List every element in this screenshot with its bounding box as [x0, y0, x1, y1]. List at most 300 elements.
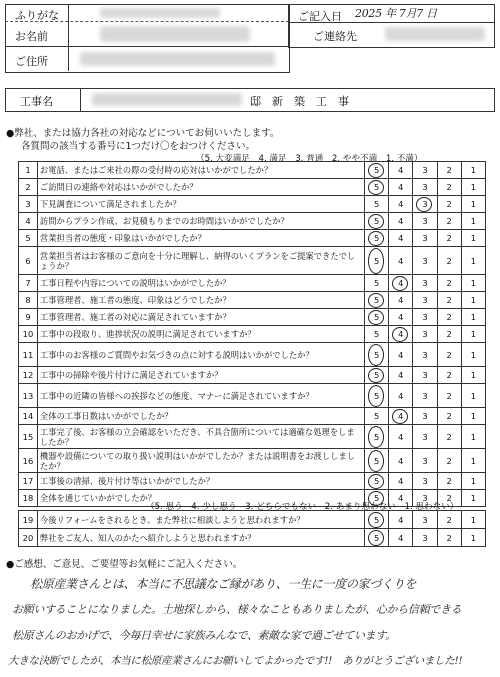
rating-option-label: 4 — [398, 455, 404, 466]
question-text: 工事中の掃除や後片付けに満足されていますか？ — [37, 367, 364, 384]
rating-option-3[interactable] — [413, 162, 437, 179]
rating-option-4[interactable] — [389, 213, 413, 230]
rating-option-1[interactable] — [461, 213, 485, 230]
rating-option-label: 1 — [470, 329, 477, 339]
rating-option-1[interactable] — [461, 230, 485, 247]
redacted-name — [100, 26, 250, 42]
header-divider — [5, 46, 289, 47]
selected-circle-mark — [368, 426, 384, 448]
contact-label: ご連絡先 — [313, 30, 357, 43]
rating-option-3[interactable] — [413, 408, 437, 425]
rating-option-label: 1 — [470, 199, 477, 209]
rating-option-label: 5 — [373, 476, 380, 486]
rating-option-4[interactable] — [389, 196, 413, 213]
rating-option-1[interactable] — [461, 343, 485, 367]
rating-option-5[interactable] — [365, 326, 389, 343]
intro-line-2: 各質問の該当する番号に1つだけ〇をおつけください。 — [21, 141, 255, 152]
rating-option-4[interactable] — [389, 309, 413, 326]
question-number: 5 — [19, 230, 38, 247]
header-label-divider — [68, 4, 69, 71]
rating-option-1[interactable] — [461, 247, 485, 275]
question-row — [19, 247, 486, 275]
rating-option-label: 2 — [446, 370, 452, 380]
question-text: 工事日程や内容についての説明はいかがでしたか？ — [37, 275, 364, 292]
rating-option-label: 4 — [398, 532, 404, 543]
rating-option-label: 4 — [398, 233, 404, 243]
rating-option-2[interactable] — [437, 275, 461, 292]
question-number: 11 — [19, 343, 38, 367]
rating-option-label: 3 — [422, 312, 428, 322]
question-row — [19, 309, 486, 326]
selected-circle-mark — [368, 293, 384, 308]
comment-label: ●ご感想、ご意見、ご要望等お気軽にご記入ください。 — [6, 559, 243, 570]
question-row — [19, 384, 486, 408]
question-number: 2 — [19, 179, 38, 196]
rating-option-label: 2 — [446, 295, 452, 305]
entry-date-label: ご記入日 — [298, 10, 342, 23]
rating-option-3[interactable] — [413, 179, 437, 196]
rating-option-label: 2 — [446, 329, 452, 339]
rating-option-label: 2 — [446, 532, 452, 543]
rating-option-label: 3 — [422, 199, 428, 209]
rating-option-4[interactable] — [389, 511, 413, 529]
rating-option-2[interactable] — [437, 309, 461, 326]
rating-option-1[interactable] — [461, 162, 485, 179]
rating-option-label: 2 — [446, 255, 452, 266]
selected-circle-mark — [368, 180, 384, 195]
rating-option-label: 1 — [470, 255, 477, 266]
rating-option-3[interactable] — [413, 247, 437, 275]
rating-option-1[interactable] — [461, 384, 485, 408]
rating-option-5[interactable] — [365, 511, 389, 529]
rating-option-5[interactable] — [365, 230, 389, 247]
rating-option-4[interactable] — [389, 179, 413, 196]
rating-option-label: 4 — [398, 349, 404, 360]
question-row — [19, 473, 486, 490]
rating-option-label: 5 — [373, 233, 380, 243]
selected-circle-mark — [368, 248, 384, 274]
rating-option-4[interactable] — [389, 343, 413, 367]
question-text: 機器や設備についての取り扱い説明はいかがでしたか？または説明書をお渡ししましたか？ — [37, 449, 364, 473]
question-number: 19 — [19, 511, 38, 529]
question-text: 営業担当者の態度・印象はいかがでしたか？ — [37, 230, 364, 247]
question-row — [19, 292, 486, 309]
question-table-1 — [18, 161, 486, 507]
rating-option-2[interactable] — [437, 384, 461, 408]
rating-option-label: 5 — [373, 312, 380, 322]
rating-option-label: 3 — [422, 493, 428, 503]
rating-option-1[interactable] — [461, 408, 485, 425]
rating-option-1[interactable] — [461, 511, 485, 529]
rating-option-1[interactable] — [461, 529, 485, 547]
question-number: 20 — [19, 529, 38, 547]
rating-option-label: 2 — [446, 312, 452, 322]
rating-option-label: 4 — [398, 312, 404, 322]
rating-option-2[interactable] — [437, 213, 461, 230]
rating-option-5[interactable] — [365, 247, 389, 275]
rating-option-5[interactable] — [365, 473, 389, 490]
rating-option-label: 2 — [446, 431, 452, 442]
question-number: 9 — [19, 309, 38, 326]
rating-option-5[interactable] — [365, 292, 389, 309]
question-row — [19, 196, 486, 213]
rating-option-label: 1 — [470, 349, 477, 360]
comment-line-4: 大きな決断でしたが、本当に松原産業さんにお願いしてよかったです!! ありがとうございました!! — [8, 655, 463, 667]
rating-option-1[interactable] — [461, 449, 485, 473]
question-row — [19, 367, 486, 384]
rating-option-label: 1 — [470, 216, 477, 226]
rating-option-3[interactable] — [413, 196, 437, 213]
rating-option-2[interactable] — [437, 449, 461, 473]
rating-option-5[interactable] — [365, 275, 389, 292]
rating-option-label: 3 — [422, 182, 428, 192]
rating-option-3[interactable] — [413, 511, 437, 529]
project-label: 工事名 — [20, 95, 53, 108]
rating-option-label: 3 — [422, 349, 428, 360]
rating-option-1[interactable] — [461, 490, 485, 507]
entry-date-value: 2025 年 7月7 日 — [355, 7, 437, 20]
redacted-furigana — [100, 8, 220, 18]
question-number: 7 — [19, 275, 38, 292]
rating-option-label: 1 — [470, 455, 477, 466]
rating-option-label: 4 — [398, 199, 404, 209]
question-number: 18 — [19, 490, 38, 507]
rating-option-label: 3 — [422, 455, 428, 466]
rating-option-4[interactable] — [389, 326, 413, 343]
question-row — [19, 529, 486, 547]
rating-option-3[interactable] — [413, 343, 437, 367]
rating-option-5[interactable] — [365, 179, 389, 196]
rating-option-label: 2 — [446, 216, 452, 226]
rating-option-label: 4 — [398, 431, 404, 442]
rating-option-1[interactable] — [461, 179, 485, 196]
selected-circle-mark — [368, 474, 384, 489]
rating-option-5[interactable] — [365, 213, 389, 230]
rating-option-label: 2 — [446, 165, 452, 175]
rating-option-label: 2 — [446, 476, 452, 486]
rating-option-label: 4 — [398, 255, 404, 266]
selected-circle-mark — [368, 368, 384, 383]
question-text: ご訪問日の連絡や対応はいかがでしたか？ — [37, 179, 364, 196]
selected-circle-mark — [368, 344, 384, 366]
rating-option-1[interactable] — [461, 425, 485, 449]
question-number: 15 — [19, 425, 38, 449]
address-label: ご住所 — [15, 55, 48, 68]
rating-option-label: 3 — [422, 216, 428, 226]
rating-option-5[interactable] — [365, 425, 389, 449]
rating-option-label: 2 — [446, 411, 452, 421]
rating-scale-1: （5. 大変満足 4. 満足 3. 普通 2. やや不満 1. 不満） — [196, 154, 423, 164]
comment-line-3: 松原さんのおかげで、今毎日幸せに家族みんなで、素敵な家で過ごせています。 — [12, 629, 396, 642]
rating-option-2[interactable] — [437, 408, 461, 425]
rating-option-label: 5 — [373, 216, 380, 226]
question-text: 訪問からプラン作成、お見積もりまでのお時間はいかがでしたか？ — [37, 213, 364, 230]
question-table-2 — [18, 510, 486, 547]
rating-option-3[interactable] — [413, 213, 437, 230]
rating-option-label: 5 — [373, 370, 380, 380]
rating-option-label: 3 — [422, 233, 428, 243]
rating-option-2[interactable] — [437, 473, 461, 490]
question-text: 工事完了後、お客様の立会確認をいただき、不具合箇所については適確な処理をしましたか？ — [37, 425, 364, 449]
rating-option-label: 1 — [470, 476, 477, 486]
rating-option-3[interactable] — [413, 449, 437, 473]
rating-option-label: 5 — [373, 329, 380, 339]
rating-option-label: 4 — [398, 329, 404, 339]
rating-option-label: 3 — [422, 329, 428, 339]
selected-circle-mark — [368, 214, 384, 229]
rating-option-2[interactable] — [437, 367, 461, 384]
comment-line-1: 松原産業さんとは、本当に不思議なご縁があり、一生に一度の家づくりを — [30, 577, 417, 591]
project-suffix: 邸 新 築 工 事 — [250, 95, 349, 108]
question-number: 14 — [19, 408, 38, 425]
rating-option-4[interactable] — [389, 449, 413, 473]
rating-option-3[interactable] — [413, 275, 437, 292]
selected-circle-mark — [368, 385, 384, 407]
rating-option-3[interactable] — [413, 473, 437, 490]
rating-option-label: 5 — [373, 182, 380, 192]
rating-option-label: 4 — [398, 493, 404, 503]
rating-option-3[interactable] — [413, 384, 437, 408]
question-text: 工事中の近隣の皆様への挨拶などの態度、マナーに満足されていますか？ — [37, 384, 364, 408]
question-row — [19, 425, 486, 449]
selected-circle-mark — [416, 197, 432, 212]
intro-line-1: ●弊社、または協力各社の対応などについてお伺いいたします。 — [6, 128, 280, 139]
question-row — [19, 408, 486, 425]
rating-option-label: 4 — [398, 295, 404, 305]
rating-option-5[interactable] — [365, 408, 389, 425]
rating-option-4[interactable] — [389, 275, 413, 292]
rating-option-label: 5 — [373, 199, 380, 209]
rating-option-5[interactable] — [365, 529, 389, 547]
question-number: 4 — [19, 213, 38, 230]
rating-option-5[interactable] — [365, 384, 389, 408]
rating-option-label: 3 — [422, 476, 428, 486]
rating-option-label: 3 — [422, 295, 428, 305]
rating-option-2[interactable] — [437, 529, 461, 547]
rating-option-label: 3 — [422, 514, 428, 525]
rating-option-label: 3 — [422, 278, 428, 288]
rating-option-label: 5 — [373, 295, 380, 305]
rating-option-label: 1 — [470, 295, 477, 305]
rating-option-3[interactable] — [413, 367, 437, 384]
rating-option-4[interactable] — [389, 425, 413, 449]
rating-option-label: 5 — [373, 255, 380, 266]
rating-option-4[interactable] — [389, 162, 413, 179]
redacted-project-name — [92, 93, 242, 106]
rating-option-label: 3 — [422, 255, 428, 266]
question-number: 6 — [19, 247, 38, 275]
rating-option-1[interactable] — [461, 275, 485, 292]
question-text: 工事管理者、施工者の態度、印象はどうでしたか？ — [37, 292, 364, 309]
selected-circle-mark — [368, 231, 384, 246]
rating-option-2[interactable] — [437, 511, 461, 529]
rating-option-label: 1 — [470, 278, 477, 288]
rating-option-label: 3 — [422, 370, 428, 380]
rating-option-2[interactable] — [437, 179, 461, 196]
rating-option-1[interactable] — [461, 326, 485, 343]
question-row — [19, 162, 486, 179]
rating-option-label: 4 — [398, 182, 404, 192]
question-row — [19, 230, 486, 247]
rating-option-label: 1 — [470, 182, 477, 192]
rating-option-label: 5 — [373, 349, 380, 360]
selected-circle-mark — [368, 530, 384, 546]
rating-option-label: 4 — [398, 278, 404, 288]
redacted-contact — [385, 27, 485, 41]
rating-option-label: 4 — [398, 165, 404, 175]
question-text: 下見調査について満足されましたか？ — [37, 196, 364, 213]
rating-option-2[interactable] — [437, 230, 461, 247]
rating-option-label: 4 — [398, 476, 404, 486]
question-text: 今後リフォームをされるとき、また弊社に相談しようと思われますか？ — [37, 511, 364, 529]
question-row — [19, 343, 486, 367]
rating-option-label: 2 — [446, 182, 452, 192]
rating-option-label: 1 — [470, 411, 477, 421]
selected-circle-mark — [392, 409, 408, 424]
rating-option-2[interactable] — [437, 425, 461, 449]
rating-option-4[interactable] — [389, 473, 413, 490]
rating-option-label: 5 — [373, 431, 380, 442]
rating-option-label: 1 — [470, 431, 477, 442]
rating-option-label: 1 — [470, 165, 477, 175]
rating-option-label: 1 — [470, 532, 477, 543]
selected-circle-mark — [368, 450, 384, 472]
rating-option-label: 3 — [422, 165, 428, 175]
question-number: 3 — [19, 196, 38, 213]
rating-option-label: 2 — [446, 233, 452, 243]
rating-option-3[interactable] — [413, 292, 437, 309]
redacted-address — [80, 52, 275, 66]
rating-option-label: 5 — [373, 390, 380, 401]
project-divider — [80, 88, 81, 111]
question-row — [19, 179, 486, 196]
name-label: お名前 — [15, 30, 48, 43]
rating-option-label: 2 — [446, 278, 452, 288]
rating-option-4[interactable] — [389, 408, 413, 425]
rating-option-label: 2 — [446, 514, 452, 525]
rating-option-label: 4 — [398, 390, 404, 401]
rating-option-label: 1 — [470, 514, 477, 525]
rating-option-label: 5 — [373, 532, 380, 543]
rating-option-1[interactable] — [461, 309, 485, 326]
rating-option-label: 5 — [373, 514, 380, 525]
rating-option-3[interactable] — [413, 326, 437, 343]
question-number: 8 — [19, 292, 38, 309]
question-row — [19, 449, 486, 473]
rating-option-4[interactable] — [389, 529, 413, 547]
rating-option-label: 3 — [422, 390, 428, 401]
rating-option-2[interactable] — [437, 343, 461, 367]
question-number: 12 — [19, 367, 38, 384]
rating-option-2[interactable] — [437, 162, 461, 179]
rating-option-5[interactable] — [365, 449, 389, 473]
question-text: 全体を通じていかがでしたか？ — [37, 490, 364, 507]
rating-option-1[interactable] — [461, 473, 485, 490]
rating-option-label: 3 — [422, 532, 428, 543]
rating-option-label: 5 — [373, 493, 380, 503]
rating-option-label: 4 — [398, 514, 404, 525]
furigana-label: ふりがな — [15, 9, 59, 22]
rating-option-label: 1 — [470, 370, 477, 380]
selected-circle-mark — [392, 327, 408, 342]
question-row — [19, 511, 486, 529]
rating-option-5[interactable] — [365, 162, 389, 179]
rating-option-4[interactable] — [389, 384, 413, 408]
rating-option-5[interactable] — [365, 309, 389, 326]
question-text: 弊社をご友人、知人のかたへ紹介しようと思われますか？ — [37, 529, 364, 547]
rating-option-2[interactable] — [437, 247, 461, 275]
rating-option-label: 5 — [373, 165, 380, 175]
rating-option-2[interactable] — [437, 292, 461, 309]
rating-option-4[interactable] — [389, 292, 413, 309]
rating-option-label: 2 — [446, 349, 452, 360]
rating-option-5[interactable] — [365, 196, 389, 213]
question-text: 営業担当者はお客様のご意向を十分に理解し、納得のいくプランをご提案できたでしょうか？ — [37, 247, 364, 275]
question-text: 工事後の清掃、後片付け等はいかがでしたか？ — [37, 473, 364, 490]
rating-option-2[interactable] — [437, 196, 461, 213]
rating-option-label: 4 — [398, 411, 404, 421]
question-text: 全体の工事日数はいかがでしたか？ — [37, 408, 364, 425]
rating-option-label: 1 — [470, 390, 477, 401]
question-row — [19, 213, 486, 230]
question-text: 工事中のお客様のご質問やお気づきの点に対する説明はいかがでしたか？ — [37, 343, 364, 367]
rating-option-label: 2 — [446, 493, 452, 503]
question-text: お電話、またはご来社の際の受付時の応対はいかがでしたか？ — [37, 162, 364, 179]
question-number: 1 — [19, 162, 38, 179]
rating-option-3[interactable] — [413, 529, 437, 547]
rating-option-label: 3 — [422, 431, 428, 442]
rating-option-label: 5 — [373, 455, 380, 466]
rating-option-1[interactable] — [461, 292, 485, 309]
rating-option-label: 5 — [373, 411, 380, 421]
rating-option-label: 4 — [398, 216, 404, 226]
rating-option-3[interactable] — [413, 425, 437, 449]
comment-line-2: お願いすることになりました。土地探しから、様々なこともありましたが、心から信頼できる — [12, 603, 462, 616]
question-text: 工事管理者、施工者の対応に満足されていますか？ — [37, 309, 364, 326]
rating-option-1[interactable] — [461, 196, 485, 213]
rating-option-4[interactable] — [389, 367, 413, 384]
rating-option-4[interactable] — [389, 230, 413, 247]
rating-option-2[interactable] — [437, 326, 461, 343]
question-number: 10 — [19, 326, 38, 343]
selected-circle-mark — [368, 163, 384, 178]
rating-option-label: 2 — [446, 199, 452, 209]
rating-option-1[interactable] — [461, 367, 485, 384]
selected-circle-mark — [392, 276, 408, 291]
selected-circle-mark — [368, 310, 384, 325]
question-text: 工事中の段取り、進捗状況の説明に満足されていますか？ — [37, 326, 364, 343]
rating-scale-2: （5. 思う 4. 少し思う 3. どちらでもない 2. あまり思わない 1. 思わない） — [146, 502, 459, 512]
rating-option-label: 4 — [398, 370, 404, 380]
question-number: 16 — [19, 449, 38, 473]
rating-option-3[interactable] — [413, 309, 437, 326]
question-number: 13 — [19, 384, 38, 408]
rating-option-4[interactable] — [389, 247, 413, 275]
question-row — [19, 275, 486, 292]
selected-circle-mark — [368, 512, 384, 528]
rating-option-label: 2 — [446, 455, 452, 466]
rating-option-label: 1 — [470, 233, 477, 243]
rating-option-label: 3 — [422, 411, 428, 421]
rating-option-label: 1 — [470, 312, 477, 322]
rating-option-3[interactable] — [413, 230, 437, 247]
question-number: 17 — [19, 473, 38, 490]
question-row — [19, 326, 486, 343]
rating-option-5[interactable] — [365, 343, 389, 367]
rating-option-5[interactable] — [365, 367, 389, 384]
rating-option-label: 2 — [446, 390, 452, 401]
rating-option-label: 1 — [470, 493, 477, 503]
